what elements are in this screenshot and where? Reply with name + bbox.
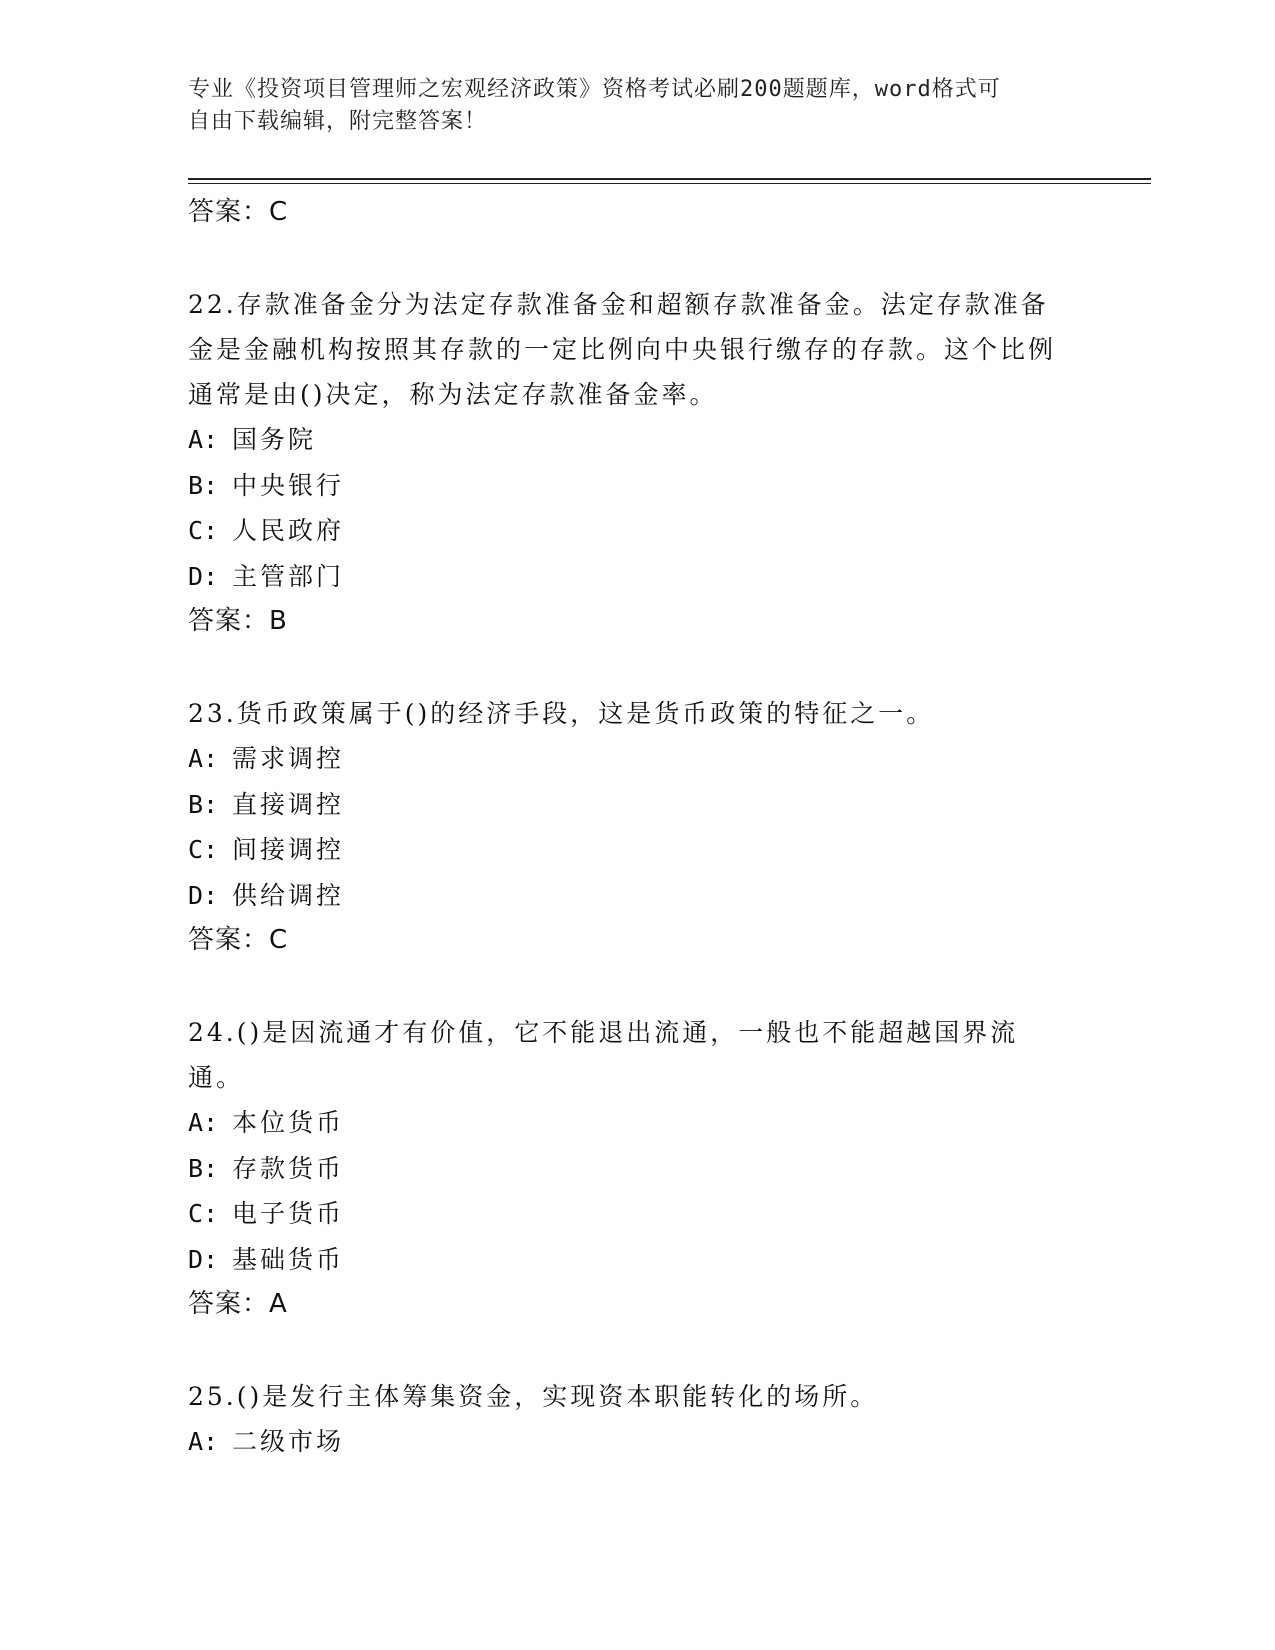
- option-key: A:: [188, 425, 219, 454]
- option-d: [188, 873, 1088, 919]
- option-a: [188, 736, 1088, 782]
- previous-answer: 答案：C: [188, 197, 289, 227]
- question-stem: 24.()是因流通才有价值，它不能退出流通，一般也不能超越国界流通。: [188, 1018, 1019, 1092]
- header-rule-thick: [188, 178, 1151, 180]
- option-text: 存款货币: [232, 1153, 345, 1183]
- question-list: [188, 190, 1088, 1465]
- option-key: B:: [188, 470, 219, 500]
- option-key: B:: [188, 789, 219, 819]
- option-text: 直接调控: [232, 789, 345, 819]
- header-line-2: 自由下载编辑，附完整答案！: [188, 109, 488, 134]
- option-a: [188, 1100, 1088, 1146]
- option-text: 本位货币: [232, 1108, 345, 1137]
- option-key: C:: [188, 1199, 219, 1228]
- option-text: 人民政府: [232, 516, 345, 545]
- option-d: [188, 554, 1088, 600]
- option-b: [188, 782, 1088, 828]
- option-a: [188, 1419, 1088, 1465]
- question-25: [188, 1374, 1088, 1465]
- option-c: [188, 827, 1088, 873]
- question-stem: 25.()是发行主体筹集资金，实现资本职能转化的场所。: [188, 1382, 879, 1411]
- option-key: C:: [188, 516, 219, 545]
- option-text: 中央银行: [232, 470, 345, 500]
- option-key: C:: [188, 835, 219, 864]
- option-key: A:: [188, 1427, 219, 1456]
- question-stem: 23.货币政策属于()的经济手段，这是货币政策的特征之一。: [188, 699, 935, 728]
- answer: 答案：A: [188, 1289, 288, 1319]
- option-text: 国务院: [232, 425, 317, 454]
- option-key: D:: [188, 880, 219, 910]
- option-text: 基础货币: [232, 1244, 345, 1274]
- option-key: A:: [188, 1108, 219, 1137]
- option-b: [188, 1146, 1088, 1192]
- option-text: 供给调控: [232, 880, 345, 910]
- option-text: 间接调控: [232, 835, 345, 864]
- answer: 答案：B: [188, 606, 288, 636]
- option-d: [188, 1237, 1088, 1283]
- option-key: B:: [188, 1153, 219, 1183]
- option-text: 二级市场: [232, 1427, 345, 1456]
- header-line-1: 专业《投资项目管理师之宏观经济政策》资格考试必刷200题题库，word格式可: [188, 77, 1001, 102]
- question-stem: 22.存款准备金分为法定存款准备金和超额存款准备金。法定存款准备金是金融机构按照其存款的一定比例向中央银行缴存的存款。这个比例通常是由()决定，称为法定存款准备金率。: [188, 290, 1057, 409]
- question-23: [188, 691, 1088, 962]
- option-a: [188, 417, 1088, 463]
- page-header: [188, 74, 1088, 138]
- answer: 答案：C: [188, 925, 289, 955]
- option-b: [188, 463, 1088, 509]
- option-text: 需求调控: [232, 744, 345, 773]
- option-text: 电子货币: [232, 1199, 345, 1228]
- option-key: D:: [188, 1244, 219, 1274]
- question-22: [188, 282, 1088, 643]
- header-rule-thin: [188, 183, 1151, 184]
- option-key: A:: [188, 744, 219, 773]
- question-24: [188, 1010, 1088, 1326]
- option-text: 主管部门: [232, 561, 345, 591]
- option-key: D:: [188, 561, 219, 591]
- option-c: [188, 508, 1088, 554]
- option-c: [188, 1191, 1088, 1237]
